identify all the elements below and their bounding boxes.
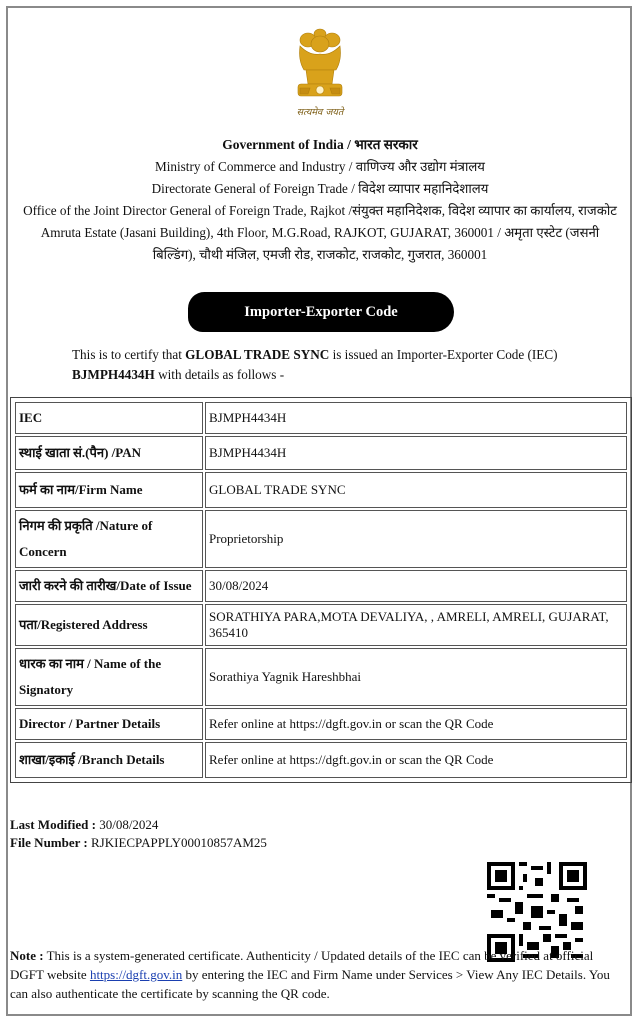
- row-label: निगम की प्रकृति /Nature of Concern: [15, 510, 203, 568]
- certify-iec: BJMPH4434H: [72, 367, 155, 382]
- row-label: Director / Partner Details: [15, 708, 203, 740]
- row-label: IEC: [15, 402, 203, 434]
- note-text: This is a system-generated certificate. Authenticity / Updated details of the IEC can be verified at official DGFT website: [10, 948, 594, 982]
- file-number-value: RJKIECPAPPLY00010857AM25: [87, 835, 267, 850]
- emblem-motto: सत्यमेव जयते: [296, 107, 344, 118]
- row-value: SORATHIYA PARA,MOTA DEVALIYA, , AMRELI, AMRELI, GUJARAT, 365410: [205, 604, 627, 646]
- national-emblem-icon: [286, 26, 354, 120]
- last-modified-label: Last Modified :: [10, 817, 96, 832]
- table-row: [15, 604, 627, 646]
- row-value: Proprietorship: [205, 510, 627, 568]
- row-value: Refer online at https://dgft.gov.in or scan the QR Code: [205, 742, 627, 778]
- row-value: Sorathiya Yagnik Hareshbhai: [205, 648, 627, 706]
- ministry-line: Ministry of Commerce and Industry / वाणिज्य और उद्योग मंत्रालय: [155, 159, 485, 174]
- certify-text: with details as follows -: [154, 367, 285, 382]
- certify-text: This is to certify that: [72, 347, 186, 362]
- row-label: फर्म का नाम/Firm Name: [15, 472, 203, 508]
- last-modified-value: 30/08/2024: [95, 817, 159, 832]
- row-value: GLOBAL TRADE SYNC: [205, 472, 627, 508]
- file-number-label: File Number :: [10, 835, 88, 850]
- table-row: [15, 472, 627, 508]
- office-address: Amruta Estate (Jasani Building), 4th Floor, M.G.Road, RAJKOT, GUJARAT, 360001 / अमृता एस्टेट (जसनी बिल्डिंग), चौथी मंजिल, एमजी रोड, राजकोट, राजकोट, गुजरात, 360001: [40, 225, 600, 262]
- details-table: [10, 397, 632, 783]
- issuing-authority-header: [8, 134, 632, 266]
- row-value: 30/08/2024: [205, 570, 627, 602]
- dgft-website-link[interactable]: https://dgft.gov.in: [89, 967, 183, 982]
- certification-statement: [72, 345, 592, 385]
- table-row: [15, 436, 627, 470]
- table-row: [15, 742, 627, 778]
- certify-text: is issued an Importer-Exporter Code (IEC): [329, 347, 558, 362]
- file-number: [10, 834, 267, 852]
- certify-firm-name: GLOBAL TRADE SYNC: [185, 347, 330, 362]
- office-line: Office of the Joint Director General of Foreign Trade, Rajkot /संयुक्त महानिदेशक, विदेश व्यापार का कार्यालय, राजकोट: [23, 203, 617, 218]
- row-value: BJMPH4434H: [205, 436, 627, 470]
- table-row: [15, 510, 627, 568]
- directorate-line: Directorate General of Foreign Trade / विदेश व्यापार महानिदेशालय: [151, 181, 489, 196]
- table-row: [15, 570, 627, 602]
- document-title: Importer-Exporter Code: [188, 292, 454, 332]
- disclaimer-note: [10, 946, 622, 1003]
- government-line: Government of India / भारत सरकार: [222, 137, 418, 152]
- file-info: [10, 816, 267, 852]
- note-label: Note :: [10, 948, 44, 963]
- row-label: शाखा/इकाई /Branch Details: [15, 742, 203, 778]
- table-row: [15, 402, 627, 434]
- table-row: [15, 648, 627, 706]
- row-label: धारक का नाम / Name of the Signatory: [15, 648, 203, 706]
- row-value: Refer online at https://dgft.gov.in or scan the QR Code: [205, 708, 627, 740]
- last-modified: [10, 816, 267, 834]
- row-label: स्थाई खाता सं.(पैन) /PAN: [15, 436, 203, 470]
- row-label: जारी करने की तारीख/Date of Issue: [15, 570, 203, 602]
- row-label: पता/Registered Address: [15, 604, 203, 646]
- note-text: by entering the IEC and Firm Name under Services > View Any IEC Details. You can also authenticate the certificate by scanning the QR code.: [10, 967, 610, 1001]
- row-value: BJMPH4434H: [205, 402, 627, 434]
- table-row: [15, 708, 627, 740]
